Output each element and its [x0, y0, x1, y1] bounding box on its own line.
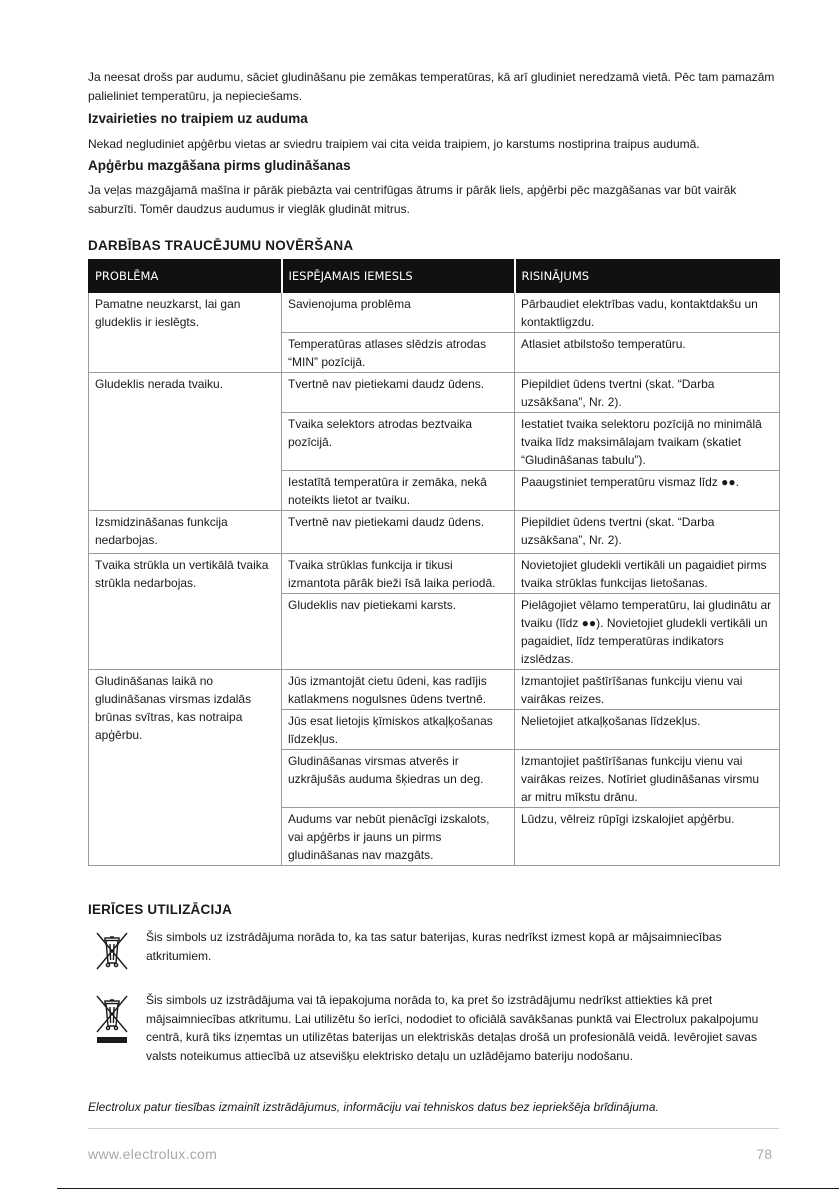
solution-cell: Piepildiet ūdens tvertni (skat. “Darba uzsākšana”, Nr. 2).	[515, 373, 780, 413]
cause-cell: Gludeklis nav pietiekami karsts.	[282, 594, 515, 670]
crossed-bin-icon	[94, 930, 130, 977]
troubleshooting-heading: DARBĪBAS TRAUCĒJUMU NOVĒRŠANA	[88, 238, 354, 253]
disposal-text: Šis simbols uz izstrādājuma vai tā iepakojuma norāda to, ka pret šo izstrādājumu nedrīkst attiekties kā pret mājsaimniecības atkritumu. Lai utilizētu šo ierīci, nododiet to oficiālā savākšanas punktā vai Electrolux pakalpojumu centrā, kurā tiks izņemtas un utilizētas baterijas un elektriskās detaļas drošā un profesionālā veidā. Ievērojiet savas valsts noteikumus attiecībā uz atsevišķu elektrisko detaļu un uzlādējamo bateriju nodošanu.	[146, 993, 759, 1063]
cause-cell: Tvaika selektors atrodas beztvaika pozīcijā.	[282, 413, 515, 471]
cause-cell: Jūs izmantojāt cietu ūdeni, kas radījis katlakmens nogulsnes ūdens tvertnē.	[282, 670, 515, 710]
solution-cell: Paaugstiniet temperatūru vismaz līdz ●●.	[515, 471, 780, 511]
cause-cell: Gludināšanas virsmas atverēs ir uzkrājušās auduma šķiedras un deg.	[282, 750, 515, 808]
problem-cell: Gludeklis nerada tvaiku.	[89, 373, 282, 511]
stains-heading: Izvairieties no traipiem uz auduma	[88, 111, 308, 126]
solution-cell: Iestatiet tvaika selektoru pozīcijā no minimālā tvaika līdz maksimālajam tvaikam (skatiet “Gludināšanas tabulu”).	[515, 413, 780, 471]
column-header-solution: RISINĀJUMS	[515, 260, 780, 293]
cause-cell: Savienojuma problēma	[282, 293, 515, 333]
column-header-cause: IESPĒJAMAIS IEMESLS	[282, 260, 515, 293]
table-row	[89, 373, 780, 413]
solution-cell: Atlasiet atbilstošo temperatūru.	[515, 333, 780, 373]
solution-cell: Nelietojiet atkaļķošanas līdzekļus.	[515, 710, 780, 750]
table-row	[89, 293, 780, 333]
intro-paragraph: Ja neesat drošs par audumu, sāciet gludināšanu pie zemākas temperatūras, kā arī gludiniet neredzamā vietā. Pēc tam pamazām palieliniet temperatūru, ja nepieciešams.	[88, 70, 775, 103]
cause-cell: Iestatītā temperatūra ir zemāka, nekā noteikts lietot ar tvaiku.	[282, 471, 515, 511]
cause-cell: Tvertnē nav pietiekami daudz ūdens.	[282, 511, 515, 554]
solution-cell: Pielāgojiet vēlamo temperatūru, lai gludinātu ar tvaiku (līdz ●●). Novietojiet gludekli vertikāli un pagaidiet, līdz temperatūras indikators izslēdzas.	[515, 594, 780, 670]
disposal-item	[88, 928, 780, 972]
column-header-problem: PROBLĒMA	[89, 260, 282, 293]
footer-divider	[88, 1128, 779, 1129]
disposal-heading: IERĪCES UTILIZĀCIJA	[88, 902, 233, 917]
solution-cell: Izmantojiet paštīrīšanas funkciju vienu vai vairākas reizes.	[515, 670, 780, 710]
problem-cell: Tvaika strūkla un vertikālā tvaika strūkla nedarbojas.	[89, 554, 282, 670]
washing-paragraph: Ja veļas mazgājamā mašīna ir pārāk piebāzta vai centrifūgas ātrums ir pārāk liels, apģērbi pēc mazgāšanas var būt vairāk saburzīti. Tomēr daudzus audumus ir vieglāk gludināt mitrus.	[88, 183, 737, 216]
page-number: 78	[756, 1146, 772, 1162]
table-row	[89, 511, 780, 554]
problem-cell: Gludināšanas laikā no gludināšanas virsmas izdalās brūnas svītras, kas notraipa apģērbu.	[89, 670, 282, 866]
solution-cell: Lūdzu, vēlreiz rūpīgi izskalojiet apģērbu.	[515, 808, 780, 866]
cause-cell: Tvaika strūklas funkcija ir tikusi izmantota pārāk bieži īsā laika periodā.	[282, 554, 515, 594]
footer-website-link[interactable]: www.electrolux.com	[88, 1146, 218, 1162]
troubleshooting-table	[88, 259, 780, 866]
table-header-row	[89, 260, 780, 293]
cause-cell: Tvertnē nav pietiekami daudz ūdens.	[282, 373, 515, 413]
problem-cell: Izsmidzināšanas funkcija nedarbojas.	[89, 511, 282, 554]
disclaimer: Electrolux patur tiesības izmainīt izstrādājumus, informāciju vai tehniskos datus bez iepriekšēja brīdinājuma.	[88, 1100, 659, 1114]
cause-cell: Audums var nebūt pienācīgi izskalots, vai apģērbs ir jauns un pirms gludināšanas nav mazgāts.	[282, 808, 515, 866]
page-bottom-divider	[57, 1188, 839, 1189]
table-row	[89, 670, 780, 710]
crossed-bin-with-bar-icon	[94, 993, 130, 1050]
washing-heading: Apģērbu mazgāšana pirms gludināšanas	[88, 158, 351, 173]
cause-cell: Jūs esat lietojis ķīmiskos atkaļķošanas līdzekļus.	[282, 710, 515, 750]
solution-cell: Novietojiet gludekli vertikāli un pagaidiet pirms tvaika strūklas funkcijas lietošanas.	[515, 554, 780, 594]
disposal-text: Šis simbols uz izstrādājuma norāda to, ka tas satur baterijas, kuras nedrīkst izmest kopā ar mājsaimniecības atkritumiem.	[146, 930, 722, 963]
table-row	[89, 554, 780, 594]
cause-cell: Temperatūras atlases slēdzis atrodas “MIN” pozīcijā.	[282, 333, 515, 373]
stains-paragraph: Nekad negludiniet apģērbu vietas ar sviedru traipiem vai cita veida traipiem, jo karstums nostiprina traipus audumā.	[88, 137, 700, 151]
solution-cell: Izmantojiet paštīrīšanas funkciju vienu vai vairākas reizes. Notīriet gludināšanas virsmu ar mitru mīkstu drānu.	[515, 750, 780, 808]
disposal-item	[88, 991, 780, 1081]
solution-cell: Pārbaudiet elektrības vadu, kontaktdakšu un kontaktligzdu.	[515, 293, 780, 333]
problem-cell: Pamatne neuzkarst, lai gan gludeklis ir ieslēgts.	[89, 293, 282, 373]
solution-cell: Piepildiet ūdens tvertni (skat. “Darba uzsākšana”, Nr. 2).	[515, 511, 780, 554]
